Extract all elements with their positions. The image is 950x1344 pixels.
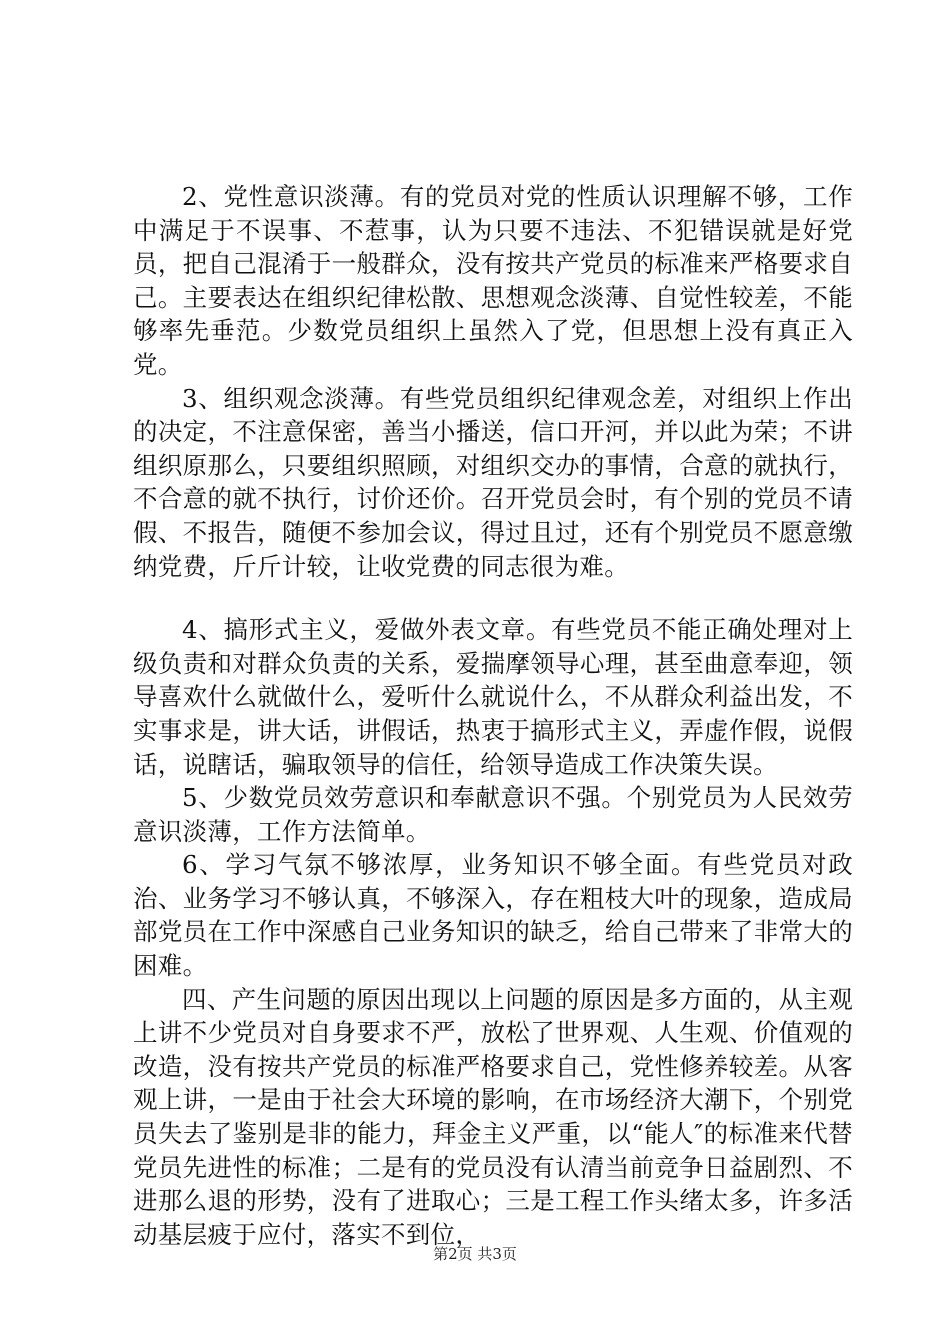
page-number-footer: 第2页 共3页 bbox=[433, 1245, 517, 1263]
paragraph-problem-causes: 四、产生问题的原因出现以上问题的原因是多方面的，从主观上讲不少党员对自身要求不严，放松了世界观、人生观、价值观的改造，没有按共产党员的标准严格要求自己，党性修养较差。从客观上讲，一是由于社会大环境的影响，在市场经济大潮下，个别党员失去了鉴别是非的能力，拜金主义严重，以“能人″的标准来代替党员先进性的标准；二是有的党员没有认清当前竞争日益剧烈、不进那么退的形势，没有了进取心；三是工程工作头绪太多，许多活动基层疲于应付，落实不到位， bbox=[133, 984, 853, 1249]
paragraph-formalism: 4、搞形式主义，爱做外表文章。有些党员不能正确处理对上级负责和对群众负责的关系，爱揣摩领导心理，甚至曲意奉迎，领导喜欢什么就做什么，爱听什么就说什么，不从群众利益出发，不实事求是，讲大话，讲假话，热衷于搞形式主义，弄虚作假，说假话，说瞎话，骗取领导的信任，给领导造成工作决策失误。 bbox=[133, 615, 853, 779]
paragraph-study-atmosphere: 6、学习气氛不够浓厚，业务知识不够全面。有些党员对政治、业务学习不够认真，不够深入，存在粗枝大叶的现象，造成局部党员在工作中深感自己业务知识的缺乏，给自己带来了非常大的困难。 bbox=[133, 850, 853, 981]
paragraph-service-awareness: 5、少数党员效劳意识和奉献意识不强。个别党员为人民效劳意识淡薄，工作方法简单。 bbox=[133, 783, 853, 846]
paragraph-spacer bbox=[133, 583, 853, 613]
document-body bbox=[133, 180, 853, 1251]
paragraph-party-awareness: 2、党性意识淡薄。有的党员对党的性质认识理解不够，工作中满足于不误事、不惹事，认为只要不违法、不犯错误就是好党员，把自己混淆于一般群众，没有按共产党员的标准来严格要求自己。主要表达在组织纪律松散、思想观念淡薄、自觉性较差，不能够率先垂范。少数党员组织上虽然入了党，但思想上没有真正入党。 bbox=[133, 182, 853, 379]
paragraph-organization-concept: 3、组织观念淡薄。有些党员组织纪律观念差，对组织上作出的决定，不注意保密，善当小播送，信口开河，并以此为荣；不讲组织原那么，只要组织照顾，对组织交办的事情，合意的就执行，不合意的就不执行，讨价还价。召开党员会时，有个别的党员不请假、不报告，随便不参加会议，得过且过，还有个别党员不愿意缴纳党费，斤斤计较，让收党费的同志很为难。 bbox=[133, 383, 853, 581]
